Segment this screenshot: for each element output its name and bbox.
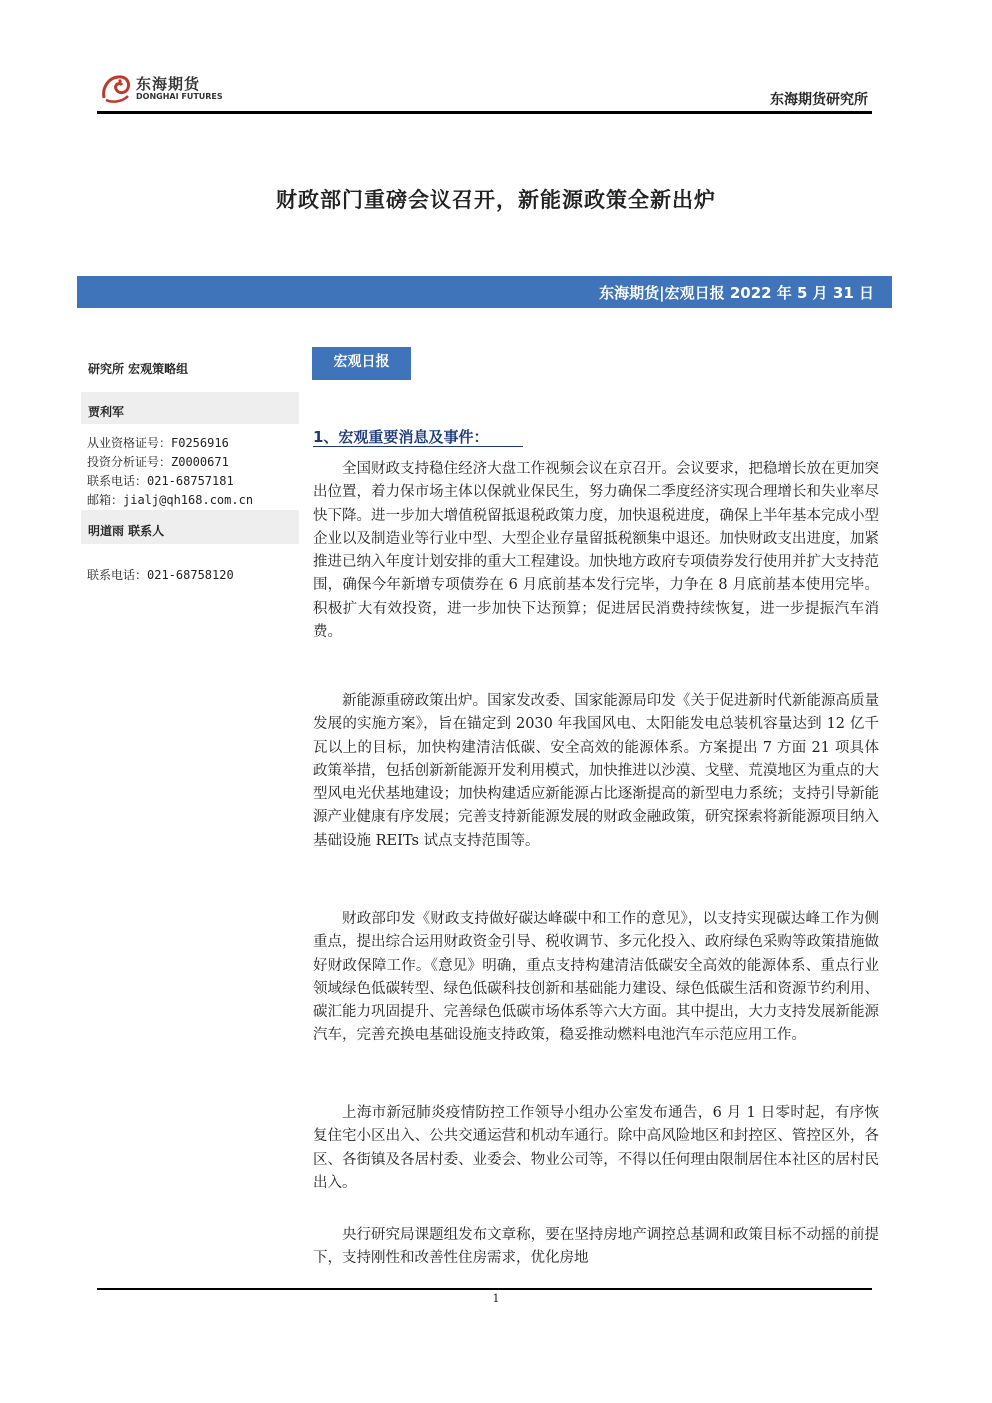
analyst-name: 贾利军 bbox=[88, 405, 125, 419]
analyst-phone: 联系电话：021-68757181 bbox=[87, 474, 234, 488]
contact-name: 明道雨 联系人 bbox=[88, 524, 165, 538]
logo-cn-text: 东海期货 bbox=[136, 75, 201, 93]
company-logo bbox=[98, 70, 228, 110]
paragraph: 财政部印发《财政支持做好碳达峰碳中和工作的意见》，以支持实现碳达峰工作为侧重点，提出综合运用财政资金引导、税收调节、多元化投入、政府绿色采购等政策措施做好财政保障工作。《意见》明确，重点支持构建清洁低碳安全高效的能源体系、重点行业领域绿色低碳转型、绿色低碳科技创新和基础能力建设、绿色低碳生活和资源节约利用、碳汇能力巩固提升、完善绿色低碳市场体系等六大方面。其中提出，大力支持发展新能源汽车，完善充换电基础设施支持政策，稳妥推动燃料电池汽车示范应用工作。 bbox=[313, 911, 879, 1044]
section-heading: 1、宏观重要消息及事件： bbox=[313, 428, 489, 446]
institute-name: 东海期货研究所 bbox=[770, 92, 868, 108]
dragon-logo-icon bbox=[98, 70, 134, 106]
analyst-qualification: 从业资格证号：F0256916 bbox=[87, 436, 229, 450]
section-tag: 宏观日报 bbox=[312, 347, 411, 380]
paragraph: 全国财政支持稳住经济大盘工作视频会议在京召开。会议要求，把稳增长放在更加突出位置，着力保市场主体以保就业保民生，努力确保二季度经济实现合理增长和失业率尽快下降。进一步加大增值税留抵退税政策力度，加快退税进度，确保上半年基本完成小型企业以及制造业等行业中型、大型企业存量留抵税额集中退还。加快财政支出进度，加紧推进已纳入年度计划安排的重大工程建设。加快地方政府专项债券发行使用并扩大支持范围，确保今年新增专项债券在 6 月底前基本发行完毕，力争在 8 月底前基本使用完毕。积极扩大有效投资，进一步加快下达预算；促进居民消费持续恢复，进一步提振汽车消费。 bbox=[313, 461, 879, 641]
analyst-email[interactable]: 邮箱：jialj@qh168.com.cn bbox=[87, 493, 254, 507]
paragraph: 上海市新冠肺炎疫情防控工作领导小组办公室发布通告，6 月 1 日零时起，有序恢复住宅小区出入、公共交通运营和机动车通行。除中高风险地区和封控区、管控区外，各区、各街镇及各居村委、业委会、物业公司等，不得以任何理由限制居住本社区的居村民出入。 bbox=[313, 1105, 879, 1191]
logo-en-text: DONGHAI FUTURES bbox=[136, 92, 223, 101]
page-number: 1 bbox=[492, 1292, 500, 1305]
analyst-name-row bbox=[81, 392, 299, 424]
report-title: 财政部门重磅会议召开，新能源政策全新出炉 bbox=[276, 188, 716, 212]
contact-phone: 联系电话：021-68758120 bbox=[87, 568, 234, 582]
section-heading-underline bbox=[313, 446, 523, 447]
analyst-invest-cert: 投资分析证号：Z0000671 bbox=[87, 455, 229, 469]
header-divider bbox=[97, 111, 872, 114]
banner-text: 东海期货|宏观日报 2022 年 5 月 31 日 bbox=[599, 284, 874, 302]
paragraph: 新能源重磅政策出炉。国家发改委、国家能源局印发《关于促进新时代新能源高质量发展的实施方案》，旨在锚定到 2030 年我国风电、太阳能发电总装机容量达到 12 亿千瓦以上的目标，加快构建清洁低碳、安全高效的能源体系。方案提出 7 方面 21 项具体政策举措，包括创新新能源开发利用模式，加快推进以沙漠、戈壁、荒漠地区为重点的大型风电光伏基地建设；加快构建适应新能源占比逐渐提高的新型电力系统；支持引导新能源产业健康有序发展；完善支持新能源发展的财政金融政策，研究探索将新能源项目纳入基础设施 REITs 试点支持范围等。 bbox=[313, 693, 879, 849]
author-sidebar bbox=[81, 352, 299, 592]
report-banner bbox=[77, 276, 892, 308]
footer-divider bbox=[97, 1288, 872, 1290]
dept-label: 研究所 宏观策略组 bbox=[88, 362, 189, 376]
paragraph: 央行研究局课题组发布文章称，要在坚持房地产调控总基调和政策目标不动摇的前提下，支持刚性和改善性住房需求，优化房地 bbox=[313, 1227, 879, 1267]
contact-name-row bbox=[81, 510, 299, 544]
